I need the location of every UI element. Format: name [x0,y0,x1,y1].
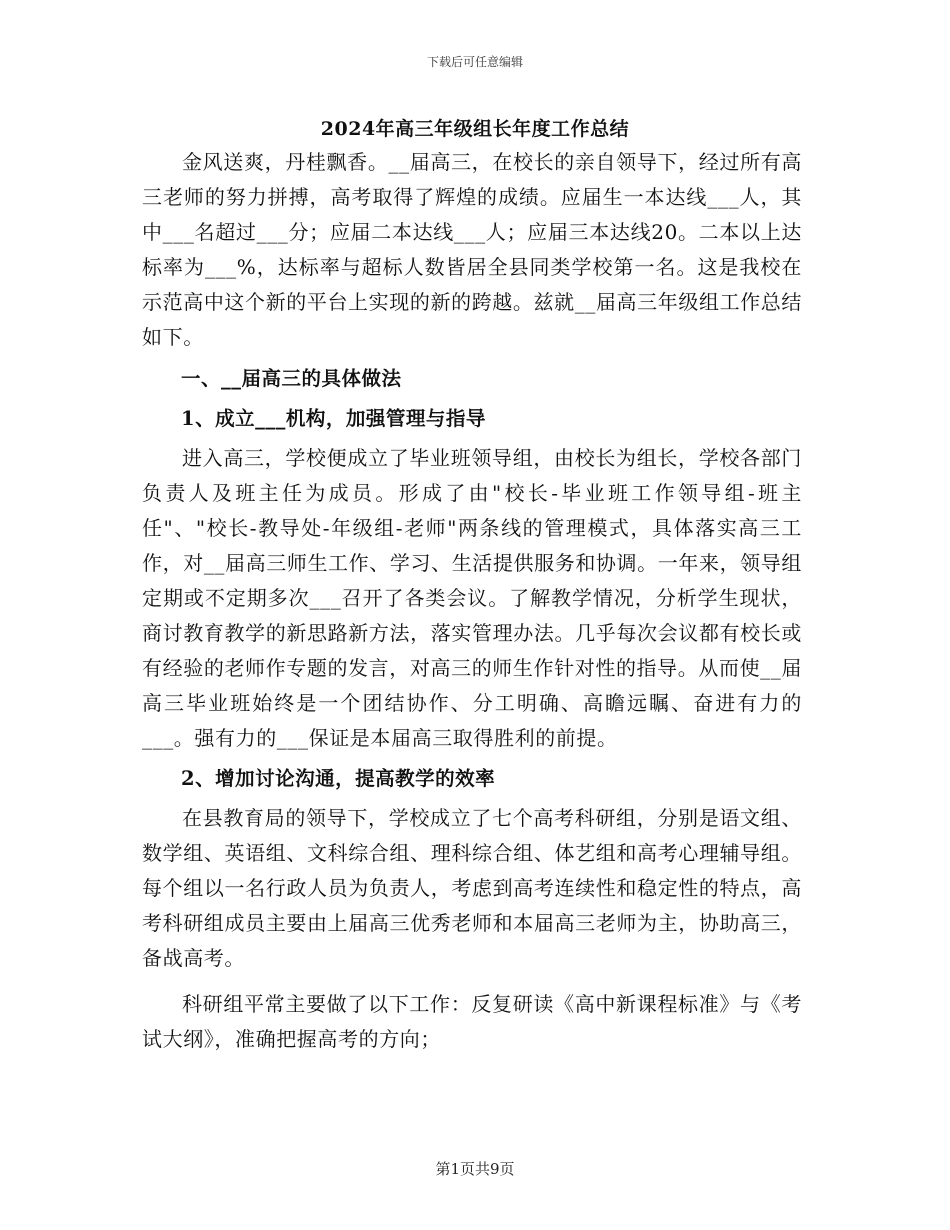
page-footer: 第1页共9页 [435,1160,515,1178]
subsection-heading-2: 2、增加讨论沟通，提高教学的效率 [181,767,496,790]
document-title: 2024年高三年级组长年度工作总结 [320,118,630,140]
header-note: 下载后可任意编辑 [426,55,523,69]
subsection-2-paragraph-2: 科研组平常主要做了以下工作：反复研读《高中新课程标准》与《考试大纲》，准确把握高考的方向； [142,992,802,1051]
subsection-heading-1: 1、成立___机构，加强管理与指导 [181,407,486,430]
section-heading-1: 一、__届高三的具体做法 [181,367,402,390]
subsection-1-paragraph: 进入高三，学校便成立了毕业班领导组，由校长为组长，学校各部门负责人及班主任为成员。形成了由"校长-毕业班工作领导组-班主任"、"校长-教导处-年级组-老师"两条线的管理模式，具体落实高三工作，对__届高三师生工作、学习、生活提供服务和协调。一年来，领导组定期或不定期多次___召开了各类会议。了解教学情况，分析学生现状，商讨教育教学的新思路新方法，落实管理办法。几乎每次会议都有校长或有经验的老师作专题的发言，对高三的师生作针对性的指导。从而使__届高三毕业班始终是一个团结协作、分工明确、高瞻远瞩、奋进有力的___。强有力的___保证是本届高三取得胜利的前提。 [142,446,802,750]
intro-paragraph: 金风送爽，丹桂飘香。__届高三，在校长的亲自领导下，经过所有高三老师的努力拼搏，高考取得了辉煌的成绩。应届生一本达线___人，其中___名超过___分；应届二本达线___人；应届三本达线20。二本以上达标率为___%，达标率与超标人数皆居全县同类学校第一名。这是我校在示范高中这个新的平台上实现的新的跨越。兹就__届高三年级组工作总结如下。 [142,150,802,349]
document-body [142,145,802,1057]
subsection-2-paragraph: 在县教育局的领导下，学校成立了七个高考科研组，分别是语文组、数学组、英语组、文科综合组、理科综合组、体艺组和高考心理辅导组。每个组以一名行政人员为负责人，考虑到高考连续性和稳定性的特点，高考科研组成员主要由上届高三优秀老师和本届高三老师为主，协助高三，备战高考。 [142,806,802,970]
